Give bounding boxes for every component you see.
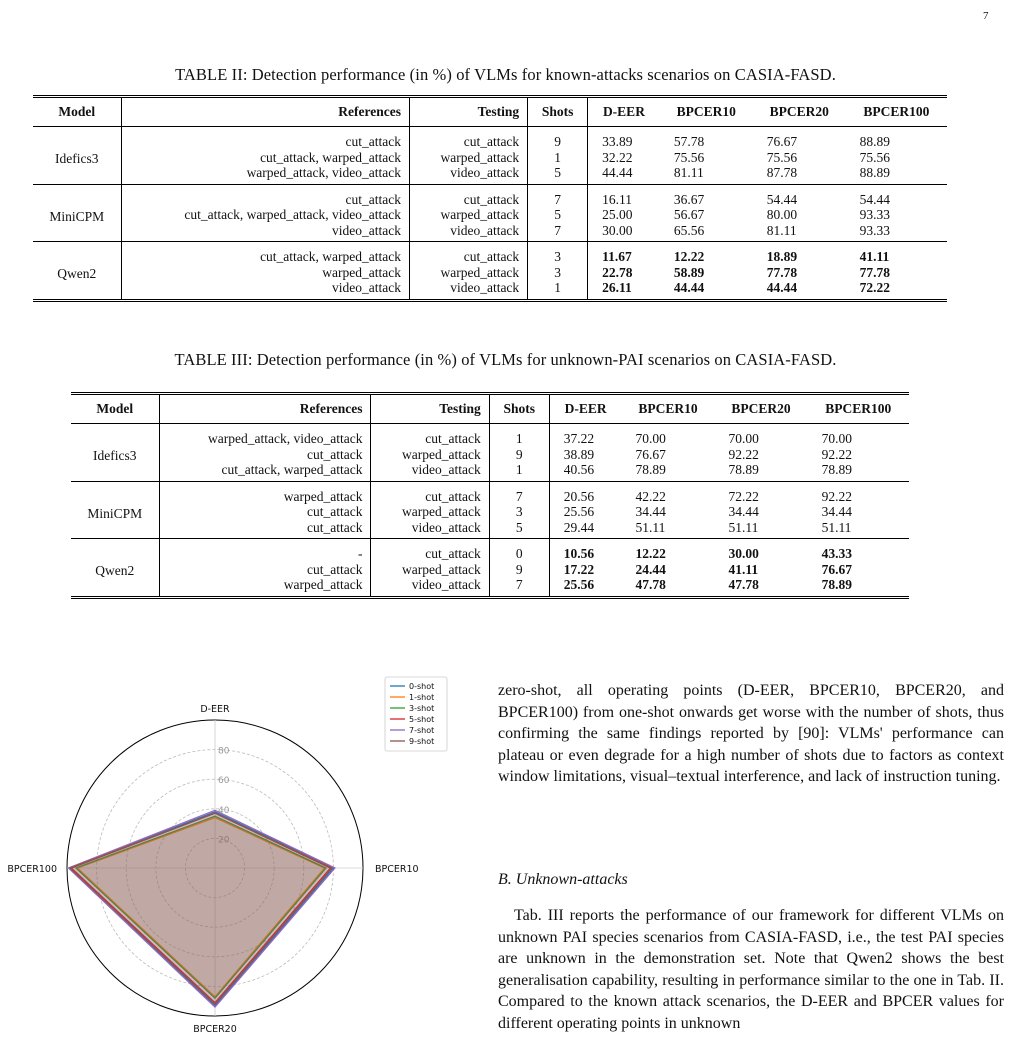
page-number: 7 <box>983 10 989 22</box>
cell-shots: 1 <box>489 462 549 481</box>
series-polygon <box>70 813 332 1004</box>
cell-test: video_attack <box>371 462 489 481</box>
column-header: References <box>159 394 371 424</box>
cell-b100: 92.22 <box>821 488 852 504</box>
cell-ref: cut_attack <box>121 184 410 207</box>
cell-shots: 7 <box>528 223 588 242</box>
cell-test: cut_attack <box>371 424 489 447</box>
table-row <box>33 223 947 242</box>
table-row <box>33 280 947 300</box>
cell-test: video_attack <box>410 165 528 184</box>
column-header: D-EER <box>588 97 660 127</box>
cell-ref: cut_attack, warped_attack <box>121 150 410 166</box>
r-tick-label: 60 <box>218 776 230 787</box>
cell-test: warped_attack <box>410 150 528 166</box>
column-header: Shots <box>489 394 549 424</box>
cell-ref: video_attack <box>121 280 410 300</box>
cell-b100: 75.56 <box>859 149 891 165</box>
cell-ref: cut_attack, warped_attack <box>159 462 371 481</box>
table-row <box>71 424 909 447</box>
cell-b20: 78.89 <box>728 462 759 477</box>
column-header: Testing <box>371 394 489 424</box>
cell-b10: 58.89 <box>673 264 705 280</box>
cell-ref: cut_attack <box>159 447 371 463</box>
cell-shots: 7 <box>489 481 549 504</box>
cell-shots: 7 <box>489 577 549 597</box>
cell-ref: warped_attack, video_attack <box>121 165 410 184</box>
cell-b20: 54.44 <box>766 191 798 207</box>
cell-ref: cut_attack <box>159 504 371 520</box>
cell-b100: 93.33 <box>859 207 891 222</box>
cell-test: cut_attack <box>410 242 528 265</box>
paragraph-1: zero-shot, all operating points (D-EER, BPCER10, BPCER20, and BPCER100) from one-shot onwards get worse with the number of shots, thus confirming the same findings reported by [90]: VLMs' performance can plateau or even degrade for a high number of shots due to factors as context window limitations, visual–textual interference, and lack of instruction tuning. <box>498 682 1004 785</box>
cell-b100: 76.67 <box>821 561 852 577</box>
table-row <box>33 127 947 150</box>
cell-shots: 7 <box>528 184 588 207</box>
cell-shots: 3 <box>528 242 588 265</box>
r-tick-label: 40 <box>218 805 230 816</box>
cell-shots: 3 <box>489 504 549 520</box>
cell-test: cut_attack <box>371 481 489 504</box>
axis-label: BPCER20 <box>193 1024 237 1035</box>
cell-b20: 41.11 <box>728 561 759 577</box>
column-header: BPCER100 <box>863 104 930 119</box>
cell-ref: cut_attack, warped_attack <box>121 242 410 265</box>
cell-b20: 51.11 <box>728 519 759 535</box>
table-row <box>33 184 947 207</box>
cell-b10: 42.22 <box>635 488 666 504</box>
cell-ref: cut_attack <box>159 562 371 578</box>
table-row <box>33 242 947 265</box>
cell-test: warped_attack <box>410 207 528 223</box>
cell-b20: 34.44 <box>728 504 759 519</box>
cell-b20: 70.00 <box>728 431 759 446</box>
radar-chart <box>0 665 470 1064</box>
cell-b20: 44.44 <box>766 280 798 295</box>
cell-b20: 87.78 <box>766 165 798 180</box>
table-row <box>71 481 909 504</box>
model-cell: Idefics3 <box>93 448 137 463</box>
model-cell: MiniCPM <box>49 208 105 224</box>
cell-b100: 43.33 <box>821 546 852 561</box>
cell-b100: 54.44 <box>859 191 891 207</box>
legend-label: 1-shot <box>409 693 435 702</box>
cell-b10: 76.67 <box>635 446 666 462</box>
cell-deer: 22.78 <box>588 265 660 281</box>
table-row <box>71 577 909 597</box>
cell-ref: cut_attack <box>121 127 410 150</box>
cell-ref: cut_attack <box>159 520 371 539</box>
cell-shots: 5 <box>528 165 588 184</box>
column-header: BPCER10 <box>676 104 736 119</box>
cell-test: cut_attack <box>410 184 528 207</box>
cell-b10: 65.56 <box>673 222 705 238</box>
cell-deer: 30.00 <box>588 223 660 242</box>
cell-b100: 77.78 <box>859 264 891 280</box>
cell-ref: warped_attack <box>159 481 371 504</box>
cell-b10: 34.44 <box>635 504 666 519</box>
cell-b20: 18.89 <box>766 249 798 264</box>
cell-deer: 38.89 <box>549 447 621 463</box>
cell-b20: 77.78 <box>766 264 798 280</box>
cell-b20: 92.22 <box>728 446 759 462</box>
cell-deer: 26.11 <box>588 280 660 300</box>
cell-b10: 47.78 <box>635 577 666 592</box>
cell-deer: 33.89 <box>588 127 660 150</box>
table-row <box>71 504 909 520</box>
cell-deer: 10.56 <box>549 539 621 562</box>
cell-b20: 76.67 <box>766 134 798 149</box>
column-header: Model <box>96 401 134 416</box>
table-row <box>71 520 909 539</box>
column-header: Testing <box>410 97 528 127</box>
cell-test: video_attack <box>410 280 528 300</box>
cell-test: warped_attack <box>410 265 528 281</box>
cell-shots: 0 <box>489 539 549 562</box>
table-row <box>71 539 909 562</box>
cell-b10: 81.11 <box>673 165 704 180</box>
table-row <box>33 165 947 184</box>
table-row <box>33 265 947 281</box>
axis-label: D-EER <box>200 704 230 715</box>
cell-b10: 78.89 <box>635 462 666 477</box>
cell-b10: 75.56 <box>673 149 705 165</box>
table-row <box>71 447 909 463</box>
model-cell: MiniCPM <box>87 505 143 521</box>
axis-label: BPCER10 <box>375 864 419 875</box>
column-header: D-EER <box>549 394 621 424</box>
cell-b100: 51.11 <box>821 519 852 535</box>
cell-shots: 9 <box>528 127 588 150</box>
r-tick-label: 80 <box>218 746 230 757</box>
cell-deer: 20.56 <box>549 481 621 504</box>
cell-shots: 9 <box>489 562 549 578</box>
cell-ref: video_attack <box>121 223 410 242</box>
cell-deer: 32.22 <box>588 150 660 166</box>
legend-label: 5-shot <box>409 715 435 724</box>
cell-b10: 51.11 <box>635 519 666 535</box>
cell-ref: cut_attack, warped_attack, video_attack <box>121 207 410 223</box>
cell-deer: 25.00 <box>588 207 660 223</box>
table3-caption: TABLE III: Detection performance (in %) of VLMs for unknown-PAI scenarios on CASIA-FASD. <box>174 350 837 369</box>
cell-deer: 40.56 <box>549 462 621 481</box>
cell-test: warped_attack <box>371 504 489 520</box>
model-cell: Qwen2 <box>95 563 135 578</box>
cell-shots: 9 <box>489 447 549 463</box>
cell-b100: 92.22 <box>821 446 852 462</box>
cell-test: cut_attack <box>371 539 489 562</box>
cell-deer: 25.56 <box>549 504 621 520</box>
cell-b100: 34.44 <box>821 504 852 519</box>
cell-b10: 24.44 <box>635 561 666 577</box>
legend-label: 0-shot <box>409 682 435 691</box>
cell-b100: 88.89 <box>859 165 891 180</box>
cell-b100: 72.22 <box>859 280 891 295</box>
cell-b100: 78.89 <box>821 577 852 592</box>
cell-shots: 3 <box>528 265 588 281</box>
cell-b10: 57.78 <box>673 134 705 149</box>
r-tick-label: 20 <box>218 835 230 846</box>
model-cell: Qwen2 <box>57 266 97 281</box>
cell-b10: 70.00 <box>635 431 666 446</box>
cell-b10: 56.67 <box>673 207 705 222</box>
cell-test: warped_attack <box>371 562 489 578</box>
legend-label: 7-shot <box>409 726 435 735</box>
cell-ref: warped_attack <box>159 577 371 597</box>
cell-deer: 44.44 <box>588 165 660 184</box>
legend-label: 9-shot <box>409 737 435 746</box>
cell-b20: 81.11 <box>766 222 797 238</box>
cell-test: video_attack <box>371 520 489 539</box>
cell-test: video_attack <box>410 223 528 242</box>
cell-b10: 44.44 <box>673 280 705 295</box>
column-header: References <box>121 97 410 127</box>
column-header: BPCER20 <box>769 104 829 119</box>
section-heading: B. Unknown-attacks <box>498 871 628 888</box>
cell-deer: 11.67 <box>588 242 660 265</box>
cell-b20: 47.78 <box>728 577 759 592</box>
cell-deer: 37.22 <box>549 424 621 447</box>
table2 <box>33 95 947 302</box>
paragraph-2: Tab. III reports the performance of our framework for different VLMs on unknown PAI species scenarios from CASIA-FASD, i.e., the test PAI species are unknown in the demonstration set. Note that Qwen2 shows the best generalisation capability, resulting in performance similar to the one in Tab. II. Compared to the known attack scenarios, the D-EER and BPCER values for different operating points in unknown <box>498 907 1004 1032</box>
cell-shots: 1 <box>528 150 588 166</box>
table2-caption: TABLE II: Detection performance (in %) of VLMs for known-attacks scenarios on CASIA-FASD. <box>175 65 836 84</box>
column-header: Model <box>58 104 96 119</box>
cell-b100: 41.11 <box>859 249 890 264</box>
cell-b20: 80.00 <box>766 207 798 222</box>
cell-b10: 36.67 <box>673 191 705 207</box>
cell-b20: 75.56 <box>766 149 798 165</box>
cell-deer: 17.22 <box>549 562 621 578</box>
column-header: Shots <box>528 97 588 127</box>
cell-deer: 29.44 <box>549 520 621 539</box>
table3 <box>71 392 909 599</box>
cell-shots: 5 <box>489 520 549 539</box>
table-row <box>71 562 909 578</box>
cell-b100: 88.89 <box>859 134 891 149</box>
cell-test: cut_attack <box>410 127 528 150</box>
cell-ref: warped_attack <box>121 265 410 281</box>
cell-b10: 12.22 <box>635 546 666 561</box>
cell-deer: 16.11 <box>588 184 660 207</box>
cell-ref: - <box>159 539 371 562</box>
column-header: BPCER10 <box>638 401 698 416</box>
cell-b100: 70.00 <box>821 431 852 446</box>
cell-b100: 78.89 <box>821 462 852 477</box>
cell-shots: 1 <box>528 280 588 300</box>
cell-b10: 12.22 <box>673 249 705 264</box>
table-row <box>33 150 947 166</box>
cell-test: warped_attack <box>371 447 489 463</box>
cell-b20: 72.22 <box>728 488 759 504</box>
column-header: BPCER20 <box>731 401 791 416</box>
axis-label: BPCER100 <box>7 864 57 875</box>
cell-test: video_attack <box>371 577 489 597</box>
model-cell: Idefics3 <box>55 151 99 166</box>
cell-b100: 93.33 <box>859 222 891 238</box>
table-row <box>71 462 909 481</box>
cell-ref: warped_attack, video_attack <box>159 424 371 447</box>
cell-b20: 30.00 <box>728 546 759 561</box>
cell-shots: 1 <box>489 424 549 447</box>
column-header: BPCER100 <box>825 401 892 416</box>
table-row <box>33 207 947 223</box>
legend-label: 3-shot <box>409 704 435 713</box>
cell-shots: 5 <box>528 207 588 223</box>
cell-deer: 25.56 <box>549 577 621 597</box>
